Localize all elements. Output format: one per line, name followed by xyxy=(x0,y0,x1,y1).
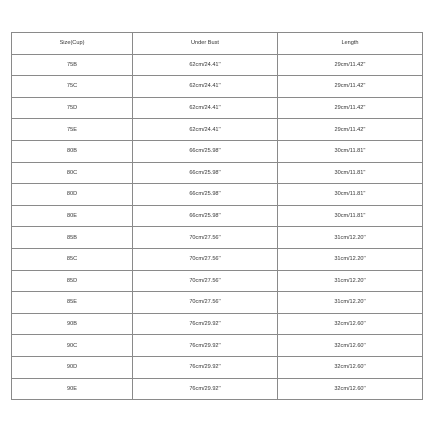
cell-length: 31cm/12.20'' xyxy=(278,292,423,314)
cell-size: 90E xyxy=(12,378,133,400)
cell-length: 32cm/12.60'' xyxy=(278,378,423,400)
cell-length: 30cm/11.81'' xyxy=(278,205,423,227)
cell-under-bust: 70cm/27.56'' xyxy=(133,270,278,292)
cell-under-bust: 62cm/24.41'' xyxy=(133,97,278,119)
cell-size: 75C xyxy=(12,76,133,98)
header-size-cup: Size(Cup) xyxy=(12,33,133,55)
cell-under-bust: 76cm/29.92'' xyxy=(133,356,278,378)
table-row xyxy=(12,313,423,335)
table-row xyxy=(12,292,423,314)
cell-length: 29cm/11.42'' xyxy=(278,119,423,141)
cell-size: 80B xyxy=(12,140,133,162)
table-row xyxy=(12,184,423,206)
cell-length: 30cm/11.81'' xyxy=(278,162,423,184)
cell-under-bust: 66cm/25.98'' xyxy=(133,162,278,184)
cell-size: 80C xyxy=(12,162,133,184)
cell-under-bust: 76cm/29.92'' xyxy=(133,378,278,400)
table-row xyxy=(12,335,423,357)
table-row xyxy=(12,97,423,119)
table-row xyxy=(12,140,423,162)
cell-size: 80D xyxy=(12,184,133,206)
cell-under-bust: 76cm/29.92'' xyxy=(133,313,278,335)
cell-under-bust: 62cm/24.41'' xyxy=(133,54,278,76)
cell-under-bust: 70cm/27.56'' xyxy=(133,227,278,249)
cell-length: 31cm/12.20'' xyxy=(278,227,423,249)
cell-length: 32cm/12.60'' xyxy=(278,335,423,357)
cell-size: 85D xyxy=(12,270,133,292)
cell-under-bust: 66cm/25.98'' xyxy=(133,205,278,227)
cell-size: 90C xyxy=(12,335,133,357)
cell-under-bust: 62cm/24.41'' xyxy=(133,119,278,141)
table-row xyxy=(12,227,423,249)
cell-size: 75E xyxy=(12,119,133,141)
cell-size: 80E xyxy=(12,205,133,227)
size-chart-table xyxy=(11,32,423,400)
cell-size: 75D xyxy=(12,97,133,119)
header-row xyxy=(12,33,423,55)
cell-size: 90B xyxy=(12,313,133,335)
header-under-bust: Under Bust xyxy=(133,33,278,55)
cell-length: 29cm/11.42'' xyxy=(278,54,423,76)
table-row xyxy=(12,378,423,400)
cell-length: 32cm/12.60'' xyxy=(278,313,423,335)
cell-length: 31cm/12.20'' xyxy=(278,270,423,292)
cell-length: 30cm/11.81'' xyxy=(278,184,423,206)
cell-length: 32cm/12.60'' xyxy=(278,356,423,378)
cell-length: 31cm/12.20'' xyxy=(278,248,423,270)
cell-under-bust: 66cm/25.98'' xyxy=(133,184,278,206)
table-row xyxy=(12,205,423,227)
cell-under-bust: 70cm/27.56'' xyxy=(133,292,278,314)
table-row xyxy=(12,119,423,141)
cell-size: 85B xyxy=(12,227,133,249)
table-row xyxy=(12,248,423,270)
cell-under-bust: 70cm/27.56'' xyxy=(133,248,278,270)
cell-length: 29cm/11.42'' xyxy=(278,76,423,98)
cell-under-bust: 66cm/25.98'' xyxy=(133,140,278,162)
table-row xyxy=(12,54,423,76)
cell-size: 75B xyxy=(12,54,133,76)
cell-size: 90D xyxy=(12,356,133,378)
cell-size: 85E xyxy=(12,292,133,314)
table-row xyxy=(12,270,423,292)
cell-size: 85C xyxy=(12,248,133,270)
table-row xyxy=(12,162,423,184)
cell-length: 30cm/11.81'' xyxy=(278,140,423,162)
cell-length: 29cm/11.42'' xyxy=(278,97,423,119)
cell-under-bust: 76cm/29.92'' xyxy=(133,335,278,357)
table-row xyxy=(12,356,423,378)
cell-under-bust: 62cm/24.41'' xyxy=(133,76,278,98)
header-length: Length xyxy=(278,33,423,55)
table-row xyxy=(12,76,423,98)
